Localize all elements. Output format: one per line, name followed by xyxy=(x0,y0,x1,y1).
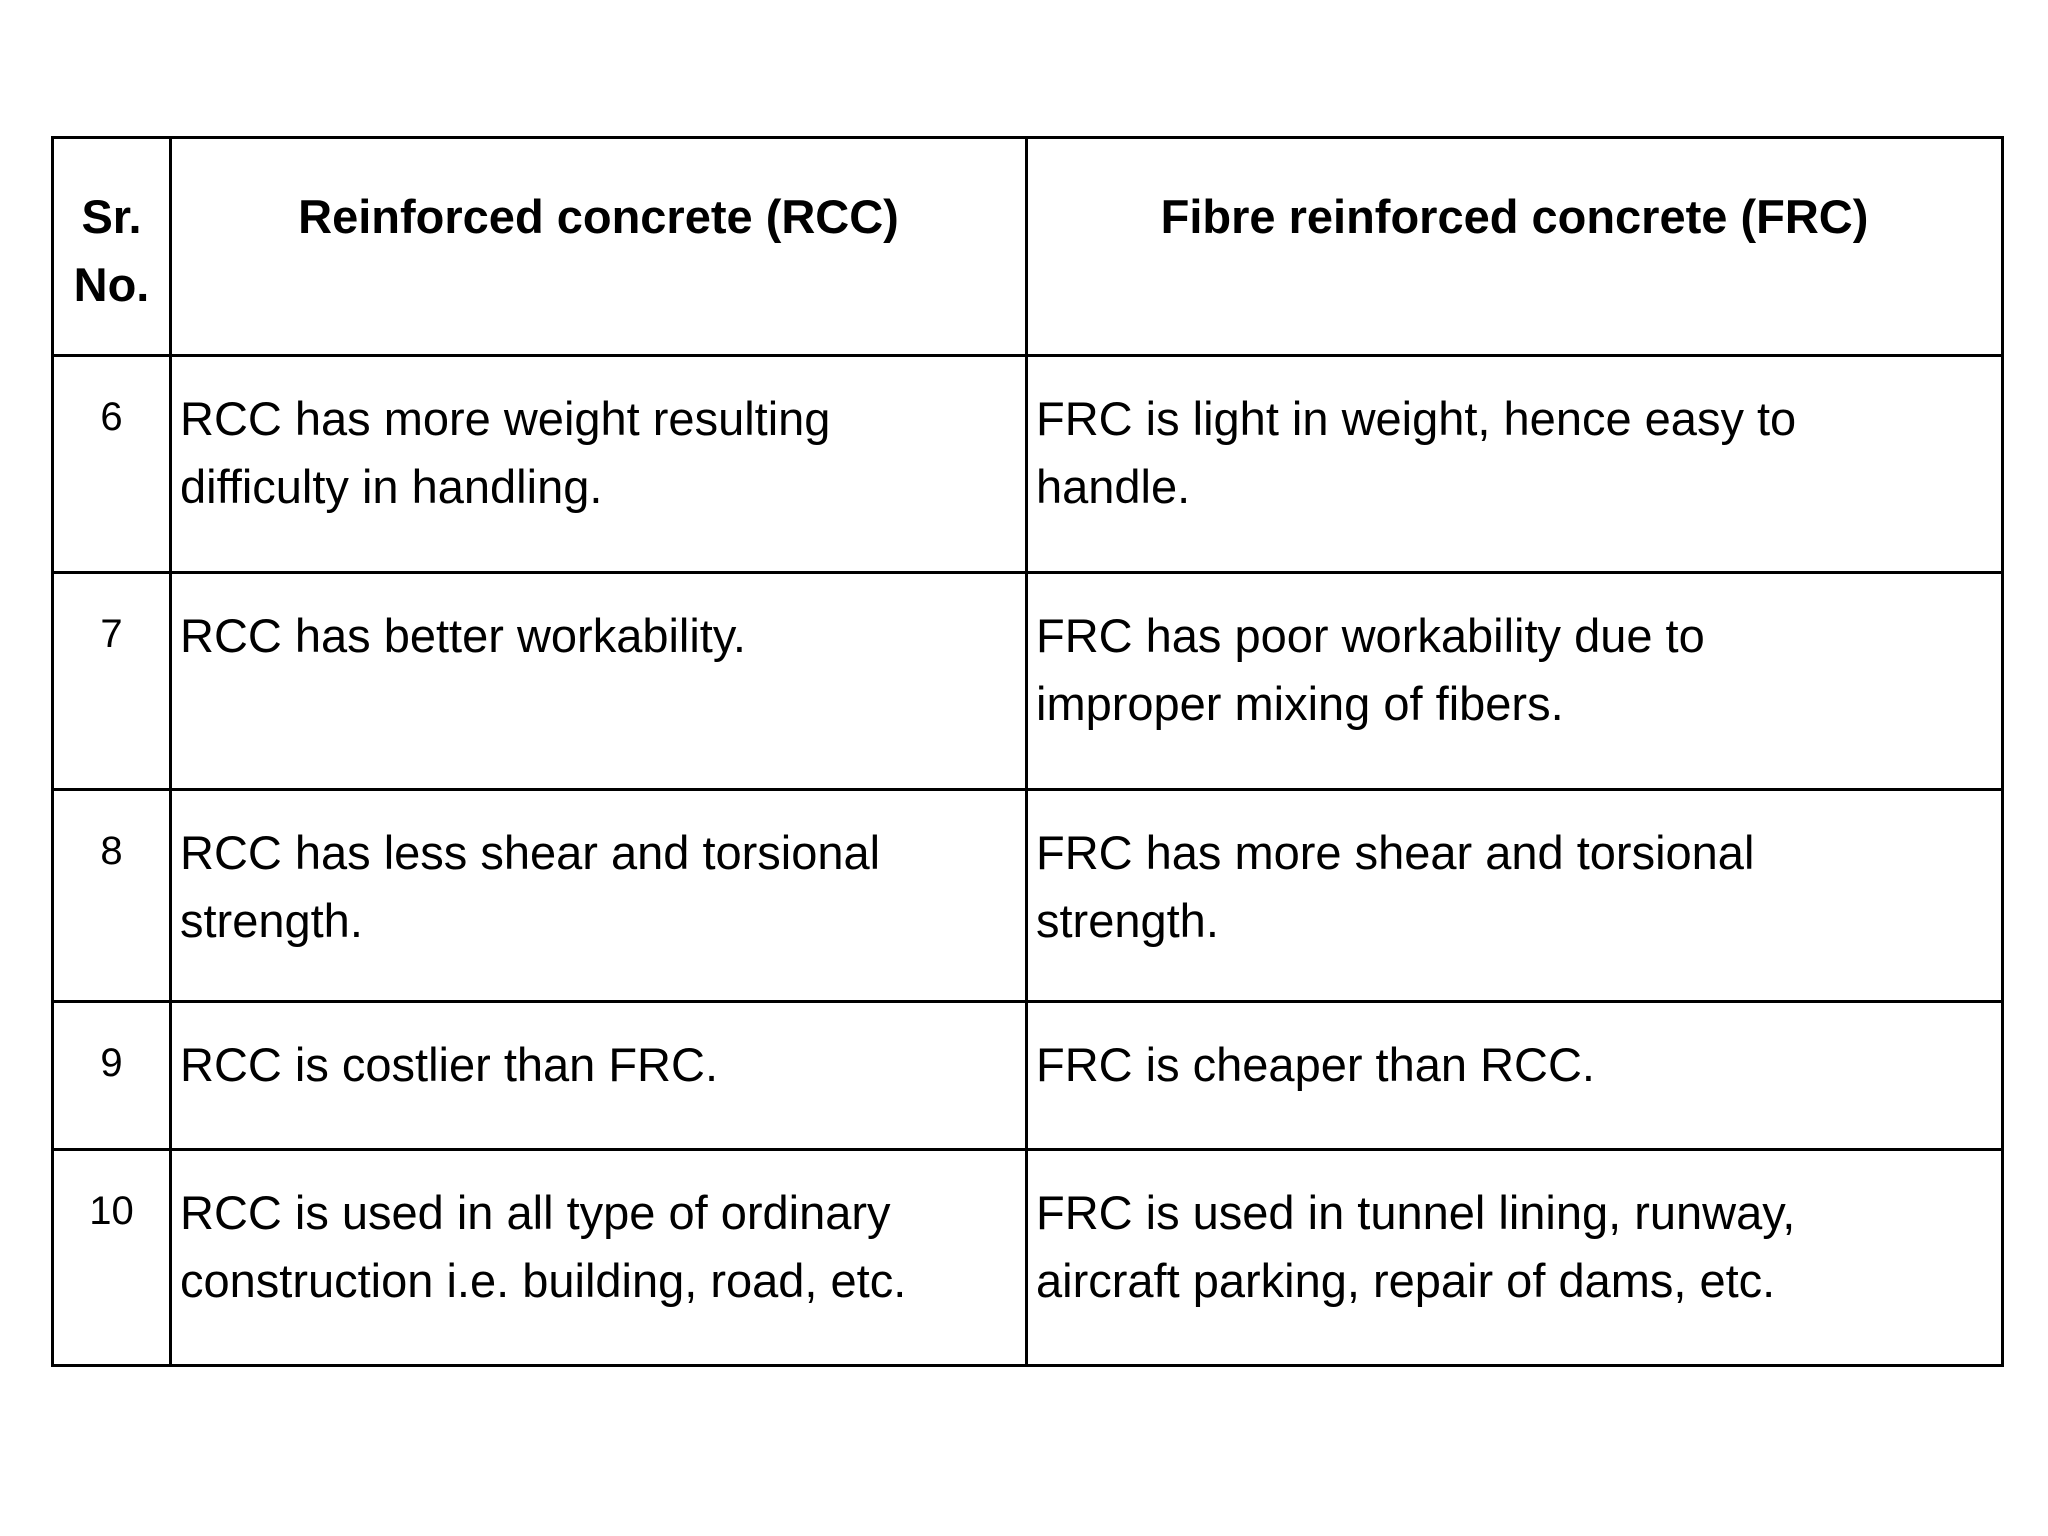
sr-cell xyxy=(53,1150,171,1366)
table-header-row xyxy=(53,138,2003,356)
table-row xyxy=(53,1150,2003,1366)
sr-number: 7 xyxy=(100,612,123,656)
table-row xyxy=(53,356,2003,573)
rcc-text: RCC is used in all type of ordinary construction i.e. building, road, etc. xyxy=(180,1186,907,1307)
rcc-cell xyxy=(171,790,1027,1002)
frc-text: FRC has more shear and torsional strength. xyxy=(1036,826,1755,947)
sr-number: 8 xyxy=(100,829,123,873)
frc-cell xyxy=(1027,356,2003,573)
table-row xyxy=(53,573,2003,790)
sr-cell xyxy=(53,356,171,573)
frc-cell xyxy=(1027,1150,2003,1366)
sr-number: 10 xyxy=(89,1189,134,1233)
header-frc-label: Fibre reinforced concrete (FRC) xyxy=(1160,190,1869,243)
header-sr-no-label: Sr. No. xyxy=(73,190,150,311)
rcc-text: RCC has less shear and torsional strength. xyxy=(180,826,881,947)
header-sr-no xyxy=(53,138,171,356)
rcc-text: RCC has more weight resulting difficulty in handling. xyxy=(180,392,831,513)
rcc-cell xyxy=(171,356,1027,573)
sr-cell xyxy=(53,573,171,790)
frc-text: FRC is cheaper than RCC. xyxy=(1036,1038,1595,1091)
frc-cell xyxy=(1027,1002,2003,1150)
rcc-text: RCC is costlier than FRC. xyxy=(180,1038,718,1091)
comparison-table xyxy=(51,136,2004,1367)
table-row xyxy=(53,1002,2003,1150)
header-rcc-label: Reinforced concrete (RCC) xyxy=(298,190,899,243)
header-frc xyxy=(1027,138,2003,356)
header-rcc xyxy=(171,138,1027,356)
rcc-cell xyxy=(171,573,1027,790)
frc-cell xyxy=(1027,573,2003,790)
frc-cell xyxy=(1027,790,2003,1002)
sr-cell xyxy=(53,1002,171,1150)
sr-cell xyxy=(53,790,171,1002)
rcc-cell xyxy=(171,1002,1027,1150)
frc-text: FRC has poor workability due to improper mixing of fibers. xyxy=(1036,609,1705,730)
table-row xyxy=(53,790,2003,1002)
frc-text: FRC is used in tunnel lining, runway, aircraft parking, repair of dams, etc. xyxy=(1036,1186,1796,1307)
rcc-text: RCC has better workability. xyxy=(180,609,746,662)
sr-number: 9 xyxy=(100,1041,123,1085)
rcc-cell xyxy=(171,1150,1027,1366)
sr-number: 6 xyxy=(100,395,123,439)
frc-text: FRC is light in weight, hence easy to handle. xyxy=(1036,392,1797,513)
